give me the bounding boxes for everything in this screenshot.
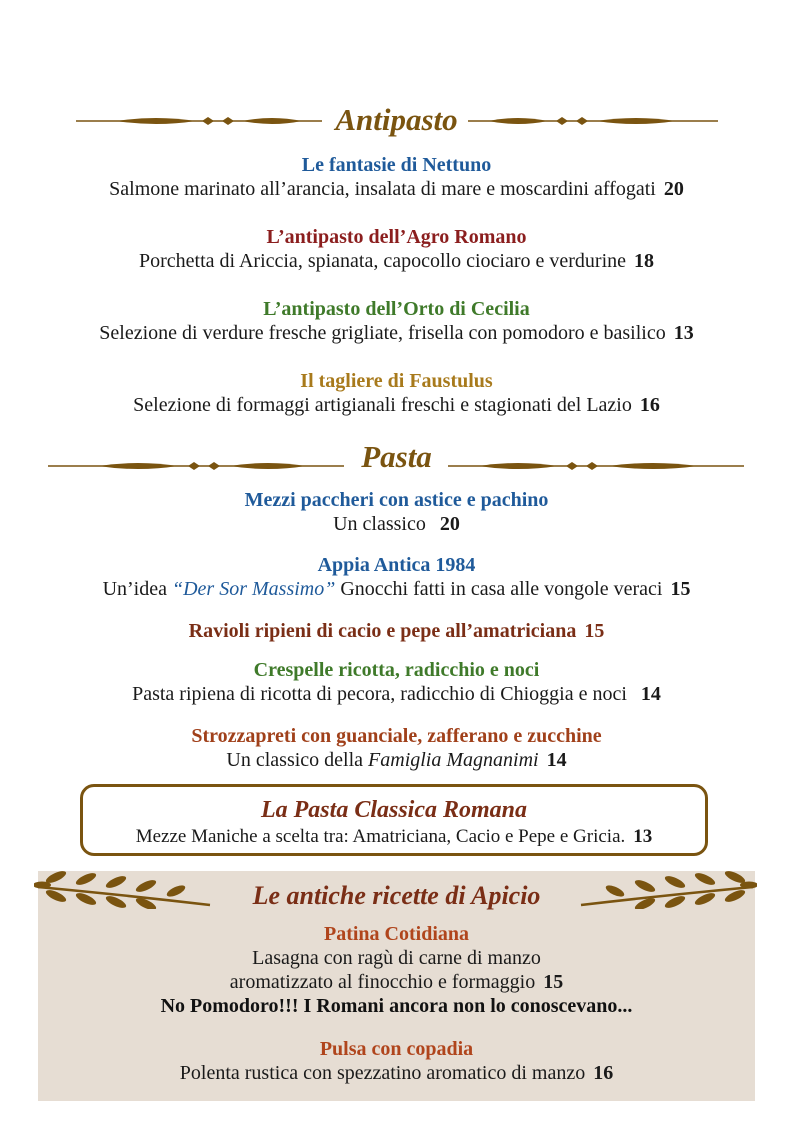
item-desc: Salmone marinato all’arancia, insalata di mare e moscardini affogati 20 xyxy=(109,178,684,200)
item-desc: Selezione di verdure fresche grigliate, frisella con pomodoro e basilico 13 xyxy=(99,322,694,344)
item-name: L’antipasto dell’Orto di Cecilia xyxy=(263,298,530,320)
item-name: L’antipasto dell’Agro Romano xyxy=(266,226,527,248)
section-title-apicio: Le antiche ricette di Apicio xyxy=(252,881,541,910)
section-title-pasta: Pasta xyxy=(361,439,432,474)
menu-item xyxy=(0,619,793,643)
menu-item xyxy=(38,922,755,1018)
menu-item xyxy=(38,1037,755,1085)
menu-item xyxy=(0,225,793,273)
menu-item xyxy=(0,553,793,601)
item-price: 16 xyxy=(593,1062,614,1084)
item-desc: Porchetta di Ariccia, spianata, capocollo ciociaro e verdurine 18 xyxy=(138,250,654,272)
item-desc: Selezione di formaggi artigianali freschi e stagionati del Lazio 16 xyxy=(133,394,660,416)
item-name: Ravioli ripieni di cacio e pepe all’amatriciana 15 xyxy=(188,620,605,642)
item-price: 18 xyxy=(634,250,654,272)
item-price: 20 xyxy=(439,513,460,535)
item-price: 14 xyxy=(546,749,567,771)
item-price: 13 xyxy=(633,826,653,847)
item-desc: Un’idea “Der Sor Massimo” Gnocchi fatti in casa alle vongole veraci 15 xyxy=(102,578,691,600)
item-price: 16 xyxy=(639,394,660,416)
item-desc: Pasta ripiena di ricotta di pecora, radicchio di Chioggia e noci 14 xyxy=(132,683,661,705)
item-name: Mezzi paccheri con astice e pachino xyxy=(244,489,549,511)
item-desc: Lasagna con ragù di carne di manzo xyxy=(252,947,541,969)
menu-item xyxy=(0,153,793,201)
item-price: 15 xyxy=(543,971,564,993)
section-title-antipasto: Antipasto xyxy=(335,102,458,137)
item-price: 15 xyxy=(584,620,605,642)
classic-pasta-title: La Pasta Classica Romana xyxy=(260,797,528,823)
item-desc: Un classico 20 xyxy=(333,513,460,535)
classic-pasta-box xyxy=(80,784,708,856)
item-name: Pulsa con copadia xyxy=(319,1038,474,1060)
classic-pasta-desc: Mezze Maniche a scelta tra: Amatriciana, Cacio e Pepe e Gricia. 13 xyxy=(135,826,653,847)
item-price: 15 xyxy=(670,578,691,600)
antipasto-heading xyxy=(0,100,793,140)
menu-item xyxy=(0,297,793,345)
apicio-section xyxy=(38,871,755,1101)
item-name: Patina Cotidiana xyxy=(323,923,470,945)
item-desc: Un classico della Famiglia Magnanimi 14 xyxy=(226,749,567,771)
item-name: Il tagliere di Faustulus xyxy=(300,370,493,392)
item-price: 14 xyxy=(640,683,661,705)
item-price: 20 xyxy=(663,178,684,200)
item-name: Strozzapreti con guanciale, zafferano e zucchine xyxy=(191,725,602,747)
menu-item xyxy=(0,488,793,536)
item-note: No Pomodoro!!! I Romani ancora non lo conoscevano... xyxy=(160,995,633,1017)
menu-item xyxy=(0,658,793,706)
item-name: Appia Antica 1984 xyxy=(317,554,476,576)
menu-item xyxy=(0,369,793,417)
ornamental-divider-icon xyxy=(448,459,744,473)
item-name: Le fantasie di Nettuno xyxy=(301,154,492,176)
item-desc: aromatizzato al finocchio e formaggio 15 xyxy=(229,971,564,993)
pasta-heading xyxy=(0,437,793,477)
ornamental-divider-icon xyxy=(468,114,718,128)
item-desc: Polenta rustica con spezzatino aromatico di manzo 16 xyxy=(179,1062,614,1084)
menu-item xyxy=(0,724,793,772)
item-name: Crespelle ricotta, radicchio e noci xyxy=(253,659,540,681)
item-price: 13 xyxy=(673,322,694,344)
